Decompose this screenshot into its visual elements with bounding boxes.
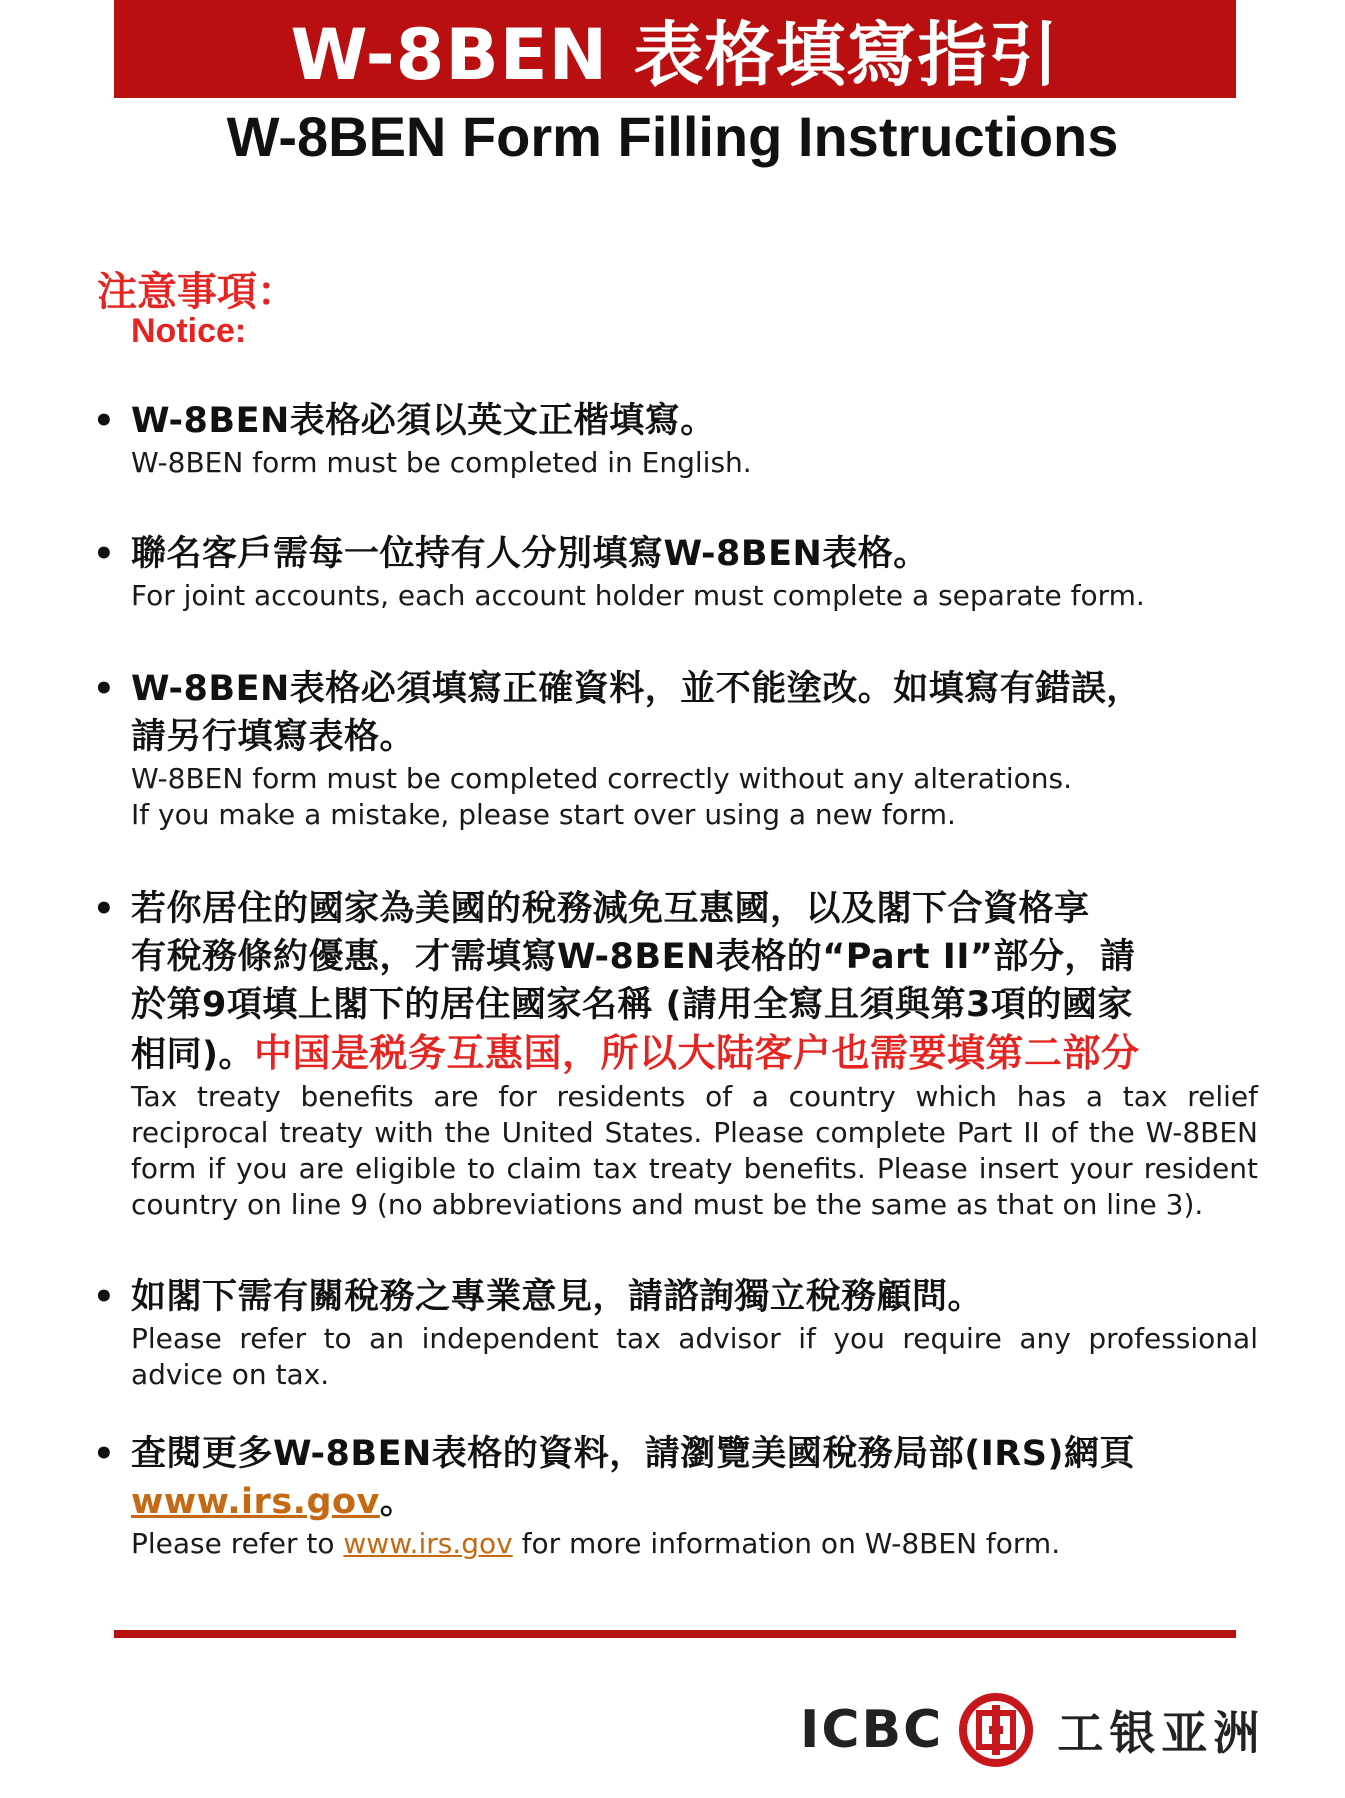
notice-item-chinese-line-2: 有稅務條約優惠，才需填寫W-8BEN表格的“Part II”部分，請	[131, 937, 1136, 977]
logo-text-chinese: 工银亚洲	[1057, 1706, 1266, 1760]
notice-item-english-line-2: If you make a mistake, please start over using a new form.	[131, 798, 956, 831]
notice-item-chinese: 聯名客戶需每一位持有人分別填寫W-8BEN表格。	[131, 534, 929, 574]
notice-item-2	[93, 530, 1258, 614]
handwritten-style-red-annotation: 中国是税务互惠国，所以大陆客户也需要填第二部分	[254, 1031, 1140, 1075]
bottom-divider	[114, 1630, 1236, 1638]
notice-item-english: Please refer to an independent tax advisor if you require any professional advice on tax.	[131, 1322, 1258, 1391]
icbc-logo-icon	[959, 1693, 1033, 1767]
notice-item-english: Tax treaty benefits are for residents of a country which has a tax relief reciprocal treaty with the United States. Please complete Part II of the W-8BEN form if you are eligible to claim tax treaty benefits. Please insert your resident country on line 9 (no abbreviations and must be the same as that on line 3).	[131, 1080, 1258, 1221]
notice-item-chinese-line-3: 於第9項填上閣下的居住國家名稱 (請用全寫且須與第3項的國家	[131, 985, 1133, 1025]
logo-text-english: ICBC	[800, 1700, 944, 1760]
bullet-icon: •	[93, 669, 115, 709]
sentence-end-mark: 。	[379, 1482, 416, 1522]
irs-website-link-chinese[interactable]: www.irs.gov	[131, 1482, 380, 1522]
notice-item-chinese-line-4-text: 相同)。	[131, 1035, 254, 1075]
notice-item-chinese-line-1: 若你居住的國家為美國的稅務減免互惠國，以及閣下合資格享	[131, 889, 1090, 929]
notice-item-1	[93, 397, 1258, 481]
notice-item-chinese-line-2	[131, 1478, 1258, 1526]
notice-item-3	[93, 665, 1258, 833]
notice-item-chinese-line-1: W-8BEN表格必須填寫正確資料，並不能塗改。如填寫有錯誤，	[131, 669, 1142, 709]
notice-item-english	[131, 1526, 1258, 1562]
bullet-icon: •	[93, 401, 115, 441]
notice-item-chinese: 如閣下需有關稅務之專業意見，請諮詢獨立稅務顧問。	[131, 1277, 984, 1317]
notice-item-english-line-1: W-8BEN form must be completed correctly without any alterations.	[131, 762, 1073, 795]
notice-item-chinese-line-4	[131, 1029, 1258, 1079]
notice-item-chinese-line-2: 請另行填寫表格。	[131, 717, 416, 757]
bullet-icon: •	[93, 1434, 115, 1474]
bullet-icon: •	[93, 889, 115, 929]
page-title-chinese: W-8BEN 表格填寫指引	[290, 13, 1060, 96]
bullet-icon: •	[93, 534, 115, 574]
notice-item-english-suffix: for more information on W-8BEN form.	[512, 1527, 1061, 1560]
notice-item-4	[93, 885, 1258, 1223]
page-title-english: W-8BEN Form Filling Instructions	[226, 105, 1119, 168]
notice-item-chinese: W-8BEN表格必須以英文正楷填寫。	[131, 401, 716, 441]
notice-item-english: For joint accounts, each account holder must complete a separate form.	[131, 579, 1145, 612]
notice-heading-chinese: 注意事項：	[97, 269, 297, 315]
bullet-icon: •	[93, 1277, 115, 1317]
notice-heading-english: Notice:	[131, 312, 247, 350]
title-banner	[114, 0, 1236, 98]
notice-item-chinese-line-1: 查閱更多W-8BEN表格的資料，請瀏覽美國稅務局部(IRS)網頁	[131, 1434, 1135, 1474]
notice-item-6	[93, 1430, 1258, 1562]
notice-item-5	[93, 1273, 1258, 1393]
irs-website-link-english[interactable]: www.irs.gov	[343, 1527, 513, 1560]
notice-item-english: W-8BEN form must be completed in English.	[131, 446, 752, 479]
notice-item-english-prefix: Please refer to	[131, 1527, 344, 1560]
icbc-asia-logo	[800, 1690, 1265, 1770]
